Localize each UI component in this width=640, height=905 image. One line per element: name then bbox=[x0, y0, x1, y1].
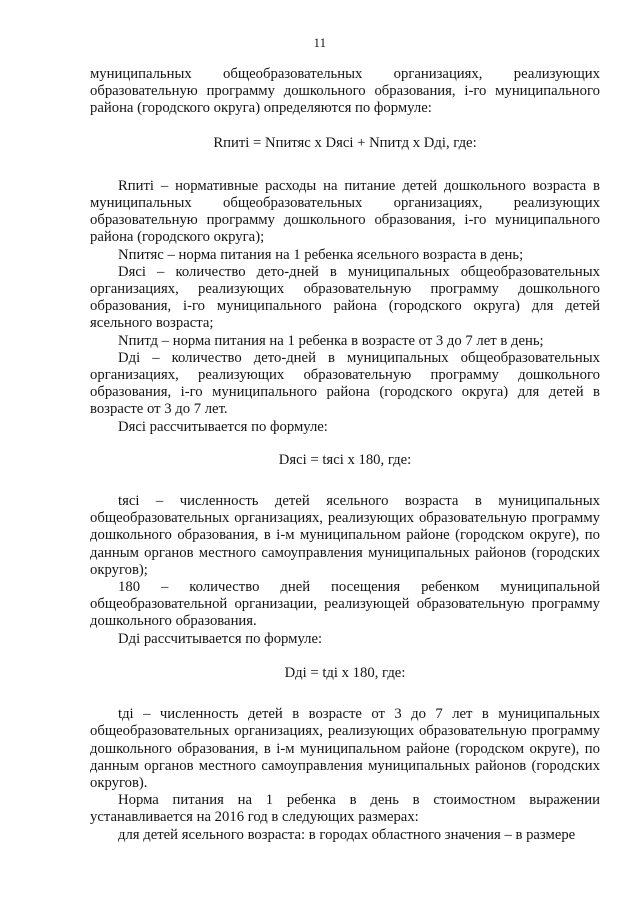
dyas-formula-intro: Dясi рассчитывается по формуле: bbox=[118, 418, 328, 435]
document-body bbox=[90, 66, 600, 844]
definition-npit-d: Nпитд – норма питания на 1 ребенка в возрасте от 3 до 7 лет в день; bbox=[118, 332, 544, 349]
page-number: 11 bbox=[313, 36, 327, 50]
nursery-age-norm-paragraph: для детей ясельного возраста: в городах областного значения – в размере bbox=[118, 826, 576, 843]
nutrition-norm-paragraph: Норма питания на 1 ребенка в день в стоимостном выражении устанавливается на 2016 год в следующих размерах: bbox=[90, 792, 600, 826]
formula-rpit: Rпитi = Nпитяс х Dясi + Nпитд х Dдi, где: bbox=[213, 134, 477, 151]
definition-npit-yas: Nпитяс – норма питания на 1 ребенка ясельного возраста в день; bbox=[118, 246, 524, 263]
dd-formula-intro: Dдi рассчитывается по формуле: bbox=[118, 630, 323, 647]
formula-dyas: Dясi = tясi х 180, где: bbox=[278, 451, 412, 468]
definition-rpit: Rпитi – нормативные расходы на питание детей дошкольного возраста в муниципальных общеобразовательных организациях, реализующих образовательную программу дошкольного образования, i-го муниципального района (городского округа); bbox=[90, 177, 600, 246]
paragraph-intro-continuation: муниципальных общеобразовательных организациях, реализующих образовательную программу дошкольного образования, i-го муниципального района (городского округа) определяются по формуле: bbox=[90, 66, 600, 117]
formula-dd: Dдi = tдi х 180, где: bbox=[284, 664, 406, 681]
definition-tyas: tясi – численность детей ясельного возраста в муниципальных общеобразовательных организациях, реализующих образовательную программу дошкольного образования, в i-м муниципальном районе (городском округе), по данным органов местного самоуправления муниципальных районов (городских округов); bbox=[90, 493, 600, 578]
definition-dyas: Dясi – количество дето-дней в муниципальных общеобразовательных организациях, реализующих образовательную программу дошкольного образования, i-го муниципального района (городского округа) для детей ясельного возраста; bbox=[90, 263, 600, 332]
definition-dd: Dдi – количество дето-дней в муниципальных общеобразовательных организациях, реализующих образовательную программу дошкольного образования, i-го муниципального района (городского округа) для детей в возрасте от 3 до 7 лет. bbox=[90, 349, 600, 418]
definition-180-days: 180 – количество дней посещения ребенком муниципальной общеобразовательной организации, реализующей образовательную программу дошкольного образования. bbox=[90, 579, 600, 630]
definition-td: tдi – численность детей в возрасте от 3 до 7 лет в муниципальных общеобразовательных организациях, реализующих образовательную программу дошкольного образования, в i-м муниципальном районе (городском округе), по данным органов местного самоуправления муниципальных районов (городских округов). bbox=[90, 706, 600, 791]
